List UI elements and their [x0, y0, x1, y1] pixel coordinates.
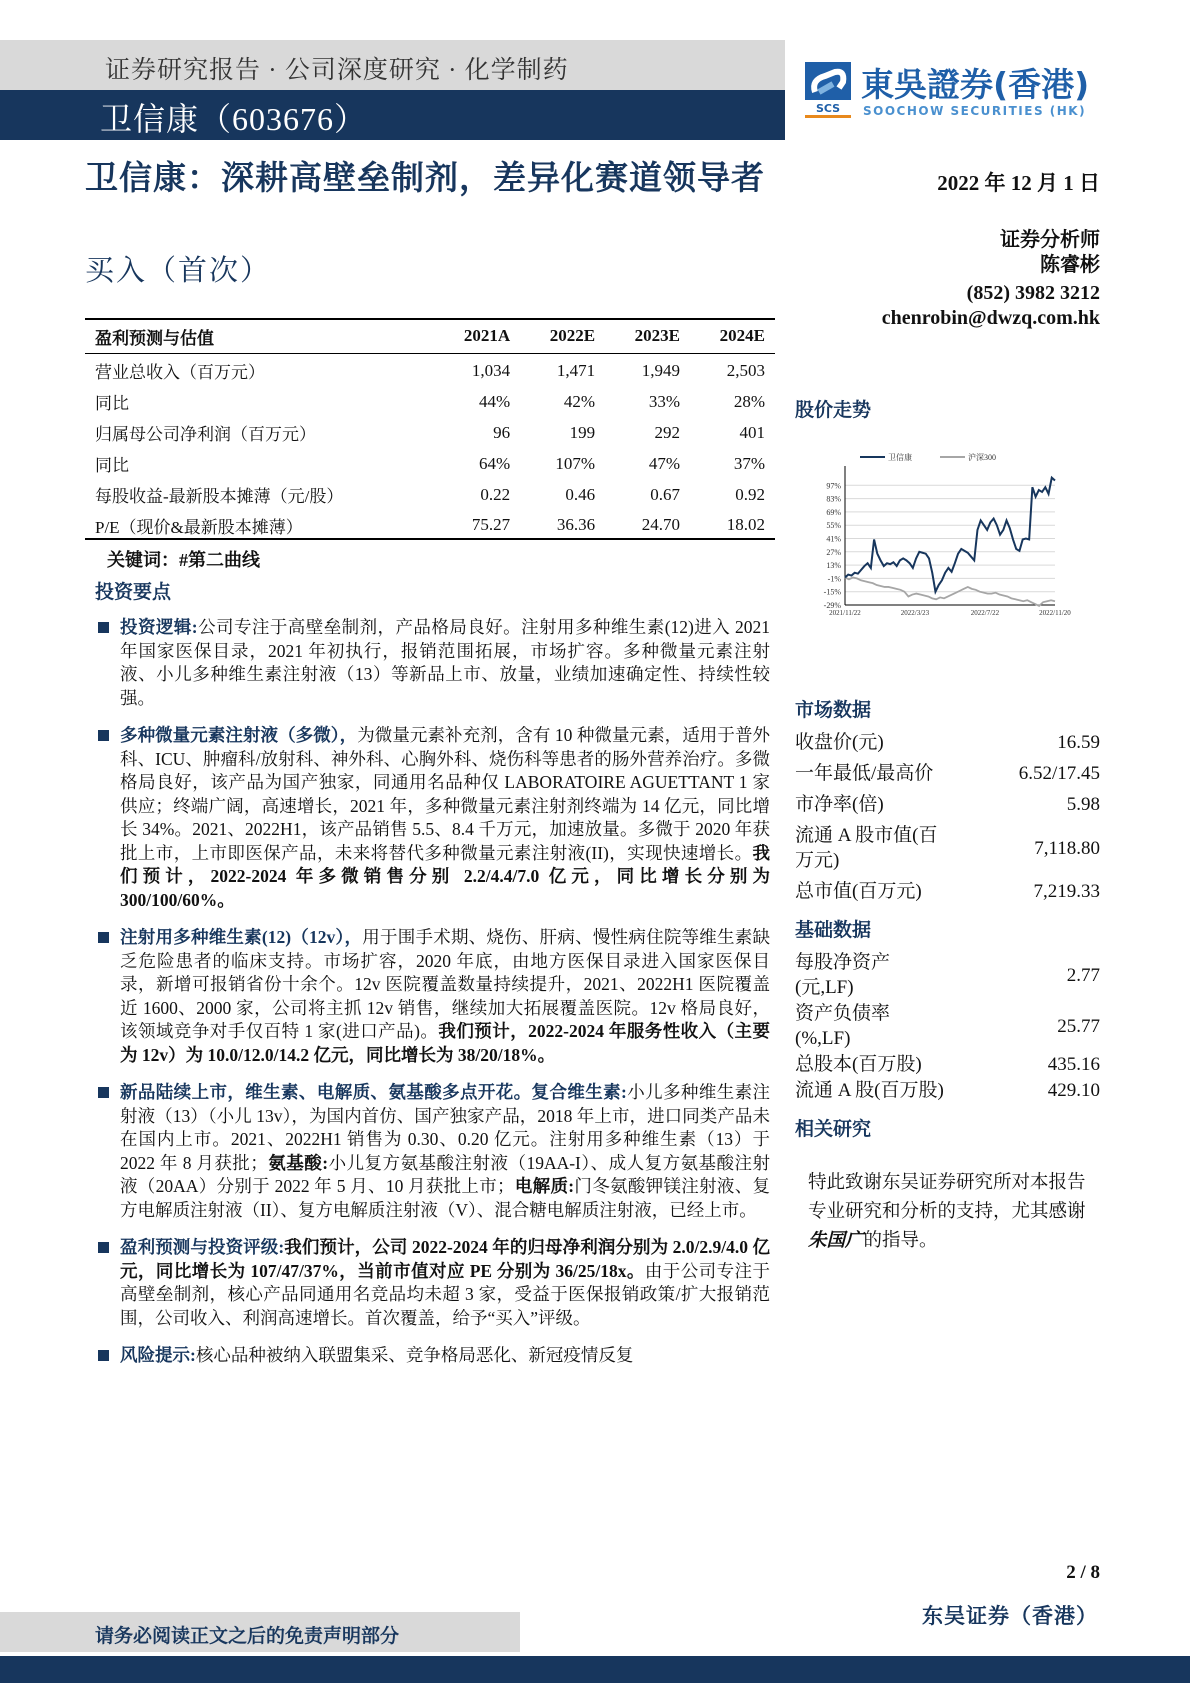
legend-label: 沪深300 — [968, 453, 996, 462]
data-value: 16.59 — [1057, 732, 1100, 753]
table-row — [85, 446, 775, 477]
table-cell: 同比 — [95, 394, 129, 413]
data-value: 429.10 — [1047, 1080, 1100, 1101]
table-cell: 33% — [648, 391, 681, 411]
data-value: 7,219.33 — [1033, 881, 1100, 902]
analyst-info — [882, 228, 1100, 331]
price-chart — [790, 445, 1090, 620]
main-column — [85, 318, 775, 1382]
bullet-icon — [98, 1087, 109, 1098]
table-cell: 0.67 — [650, 484, 681, 504]
data-value: 2.77 — [1066, 964, 1100, 986]
text: 小儿多种维生素注射液（13）（小儿 13v），为国内首仿、国产独家产品，2018 年上市，进口同类产品未在国内上市。2021、2022H1 销售为 0.30、0.20 亿元。注射用多种维生素（13）于 2022 年 8 月获批； — [120, 1082, 771, 1173]
x-tick-label: 2022/3/23 — [900, 609, 930, 617]
table-cell: 42% — [563, 391, 596, 411]
page-number: 2 / 8 — [1066, 1562, 1100, 1583]
y-tick-label: 83% — [826, 494, 841, 504]
y-tick-label: -1% — [827, 574, 841, 584]
table-cell: 归属母公司净利润（百万元） — [95, 425, 316, 444]
bold-text: 我们预计，2022-2024 年服务性收入（主要为 12v）为 10.0/12.0/14.2 亿元，同比增长为 38/20/18%。 — [120, 1021, 771, 1065]
table-cell: 36.36 — [520, 508, 605, 539]
table-cell: 75.27 — [434, 508, 520, 539]
table-cell: 18.02 — [690, 508, 775, 539]
report-category: 证券研究报告 · 公司深度研究 · 化学制药 — [0, 40, 785, 90]
text: 核心品种被纳入联盟集采、竞争格局恶化、新冠疫情反复 — [195, 1345, 634, 1365]
series-line-0 — [845, 478, 1055, 592]
report-title: 卫信康：深耕高壁垒制剂，差异化赛道领导者 — [85, 161, 765, 197]
x-tick-label: 2022/7/22 — [970, 609, 1000, 617]
table-cell: 每股收益-最新股本摊薄（元/股） — [95, 487, 344, 506]
data-row — [795, 879, 1100, 904]
table-cell: 37% — [733, 453, 765, 473]
table-cell: 同比 — [95, 456, 129, 475]
analyst-email[interactable]: chenrobin@dwzq.com.hk — [881, 307, 1100, 329]
investment-point — [90, 724, 770, 912]
data-row — [795, 823, 1100, 873]
data-value: 435.16 — [1047, 1054, 1100, 1075]
table-cell: 44% — [478, 391, 511, 411]
report-date: 2022 年 12 月 1 日 — [937, 171, 1100, 195]
table-cell: 401 — [739, 422, 765, 442]
analyst-name: 陈睿彬 — [1040, 254, 1100, 276]
data-value: 25.77 — [1057, 1015, 1100, 1037]
investment-point — [90, 1344, 770, 1368]
data-label: 资产负债率(%,LF) — [795, 1003, 891, 1049]
bold-text: 新品陆续上市，维生素、电解质、氨基酸多点开花。复合维生素: — [120, 1082, 627, 1102]
disclaimer-note: 请务必阅读正文之后的免责声明部分 — [0, 1612, 520, 1652]
data-label: 收盘价(元) — [795, 732, 884, 753]
data-label: 总市值(百万元) — [795, 881, 922, 902]
table-cell: 107% — [555, 453, 596, 473]
investment-points — [85, 616, 775, 1368]
text: 公司专注于高壁垒制剂，产品格局良好。注射用多种维生素(12)进入 2021 年国家医保目录，2021 年初执行，报销范围拓展，市场扩容。多种微量元素注射液、小儿多种维生素注射液（13）等新品上市、放量，业绩加速确定性、持续性较强。 — [120, 617, 771, 708]
side-column — [795, 688, 1100, 1256]
bullet-icon — [98, 1242, 109, 1253]
table-cell: 28% — [733, 391, 765, 411]
table-cell: 1,949 — [641, 360, 681, 380]
related-research-title: 相关研究 — [795, 1119, 872, 1140]
data-value: 5.98 — [1066, 794, 1100, 815]
table-row — [85, 384, 775, 415]
data-value: 6.52/17.45 — [1018, 763, 1100, 784]
data-value: 7,118.80 — [1034, 837, 1100, 859]
table-cell: 0.46 — [565, 484, 596, 504]
bold-text: 电解质: — [514, 1176, 575, 1196]
table-row — [85, 508, 775, 539]
y-tick-label: 69% — [826, 507, 841, 517]
company-ticker: 卫信康（603676） — [0, 90, 785, 140]
table-row — [85, 353, 775, 384]
analyst-role: 证券分析师 — [1000, 229, 1100, 251]
text: 由于公司专注于高壁垒制剂，核心产品同通用名竞品均未超 3 家，受益于医保报销政策/扩大报销范围，公司收入、利润高速增长。首次覆盖，给予“买入”评级。 — [120, 1260, 770, 1328]
y-tick-label: 55% — [826, 521, 841, 531]
text: 用于围手术期、烧伤、肝病、慢性病住院等维生素缺乏危险患者的临床支持。市场扩容，2020 年底，由地方医保目录进入国家医保目录，新增可报销省份十余个。12v 医院覆盖数量持续提升，2021、2022H1 医院覆盖近 1600、2000 家，公司将主抓 12v 销售，继续加大拓展覆盖医院。12v 格局良好，该领域竞争对手仅百特 1 家(进口产品)。 — [120, 927, 771, 1041]
bold-text: 注射用多种维生素(12)（12v）， — [120, 927, 363, 947]
keywords: 关键词：#第二曲线 — [107, 550, 260, 570]
data-row — [795, 761, 1100, 786]
y-tick-label: 13% — [826, 561, 841, 571]
section-title: 投资要点 — [95, 582, 172, 603]
bold-text: 我们预计，公司 2022-2024 年的归母净利润分别为 2.0/2.9/4.0 亿元，同比增长为 107/47/37%，当前市值对应 PE 分别为 36/25/18x。 — [120, 1237, 770, 1281]
table-cell: 96 — [493, 422, 511, 442]
table-header: 盈利预测与估值 — [85, 319, 434, 353]
table-cell: P/E（现价&最新股本摊薄） — [85, 508, 434, 539]
x-tick-label: 2021/11/22 — [829, 609, 861, 617]
table-cell: 0.92 — [735, 484, 765, 504]
y-tick-label: -15% — [823, 587, 841, 597]
x-tick-label: 2022/11/20 — [1039, 609, 1071, 617]
table-cell: 1,034 — [471, 360, 511, 380]
price-chart-title: 股价走势 — [795, 400, 872, 421]
y-tick-label: 27% — [826, 547, 841, 557]
table-row — [85, 477, 775, 508]
text: 门冬氨酸钾镁注射液、复方电解质注射液（II）、复方电解质注射液（V）、混合糖电解质注射液，已经上市。 — [120, 1176, 771, 1220]
basic-data-title: 基础数据 — [795, 920, 872, 941]
bold-text: 氨基酸: — [267, 1152, 329, 1173]
footer-brand: 东吴证券（香港） — [922, 1604, 1098, 1628]
table-cell: 47% — [648, 453, 681, 473]
bold-text: 我们预计，2022-2024 年多微销售分别 2.2/4.4/7.0 亿元，同比增长分别为 300/100/60%。 — [120, 842, 770, 910]
investment-point — [90, 1236, 770, 1330]
table-header: 2024E — [690, 319, 775, 353]
data-label: 总股本(百万股) — [795, 1054, 922, 1075]
table-cell: 2,503 — [726, 360, 765, 380]
data-label: 流通 A 股市值(百万元) — [795, 825, 938, 871]
investment-point — [90, 616, 770, 710]
y-tick-label: 41% — [826, 534, 841, 544]
text: 特此致谢东吴证券研究所对本报告专业研究和分析的支持，尤其感谢 — [808, 1173, 1086, 1222]
footer-bar — [0, 1656, 1190, 1683]
table-cell: 64% — [478, 453, 511, 473]
legend-label: 卫信康 — [888, 453, 912, 462]
soochow-logo — [805, 62, 1115, 120]
y-tick-label: 97% — [826, 481, 841, 491]
analyst-phone: (852) 3982 3212 — [966, 282, 1100, 304]
data-row — [795, 1078, 1100, 1103]
investment-point — [90, 926, 770, 1067]
data-row — [795, 730, 1100, 755]
table-row — [85, 415, 775, 446]
data-label: 流通 A 股(百万股) — [795, 1080, 944, 1101]
forecast-table — [85, 318, 775, 540]
data-row — [795, 1052, 1100, 1077]
table-cell: 0.22 — [480, 484, 511, 504]
bullet-icon — [98, 1350, 109, 1361]
data-row — [795, 950, 1100, 1000]
bold-text: 多种微量元素注射液（多微）， — [120, 725, 358, 745]
data-row — [795, 1001, 1100, 1051]
bold-text: 朱国广 — [808, 1231, 864, 1251]
table-cell: 1,471 — [556, 360, 596, 380]
bold-text: 风险提示: — [120, 1345, 196, 1365]
market-data-title: 市场数据 — [795, 700, 872, 721]
acknowledgement — [790, 1161, 1100, 1256]
table-cell: 292 — [654, 422, 681, 442]
table-cell: 199 — [569, 422, 596, 442]
data-label: 一年最低/最高价 — [795, 763, 934, 784]
svg-text:SCS: SCS — [815, 102, 841, 115]
text: 为微量元素补充剂，含有 10 种微量元素，适用于普外科、ICU、肿瘤科/放射科、神外科、心胸外科、烧伤科等患者的肠外营养治疗。多微格局良好，该产品为国产独家，同通用名品种仅 LABORATOIRE AGUETTANT 1 家供应；终端广阔，高速增长，2021 年，多种微量元素注射剂终端为 14 亿元，同比增长 34%。2021、2022H1，该产品销售 5.5、8.4 千万元，加速放量。多微于 2020 年获批上市，上市即医保产品，未来将替代多种微量元素注射液(II)，实现快速增长。 — [120, 725, 771, 863]
table-cell: 24.70 — [605, 508, 690, 539]
data-label: 每股净资产(元,LF) — [795, 952, 891, 998]
bold-text: 投资逻辑: — [120, 617, 198, 637]
data-row — [795, 792, 1100, 817]
table-header: 2023E — [605, 319, 690, 353]
data-label: 市净率(倍) — [795, 794, 884, 815]
y-tick-label: -29% — [823, 601, 841, 610]
rating: 买入（首次） — [85, 255, 272, 287]
investment-point — [90, 1081, 770, 1222]
table-header: 2021A — [434, 319, 520, 353]
bullet-icon — [98, 932, 109, 943]
text: 的指导。 — [863, 1231, 938, 1251]
table-header: 2022E — [520, 319, 605, 353]
table-cell: 营业总收入（百万元） — [95, 363, 265, 383]
bold-text: 盈利预测与投资评级: — [120, 1237, 285, 1257]
svg-text:東吳證券(香港): 東吳證券(香港) — [861, 65, 1090, 104]
bullet-icon — [98, 730, 109, 741]
bullet-icon — [98, 622, 109, 633]
text: 小儿复方氨基酸注射液（19AA-I）、成人复方氨基酸注射液（20AA）分别于 2022 年 5 月、10 月获批上市； — [120, 1152, 771, 1196]
table-header-row — [85, 319, 775, 353]
svg-text:SOOCHOW SECURITIES (HK): SOOCHOW SECURITIES (HK) — [863, 104, 1087, 118]
